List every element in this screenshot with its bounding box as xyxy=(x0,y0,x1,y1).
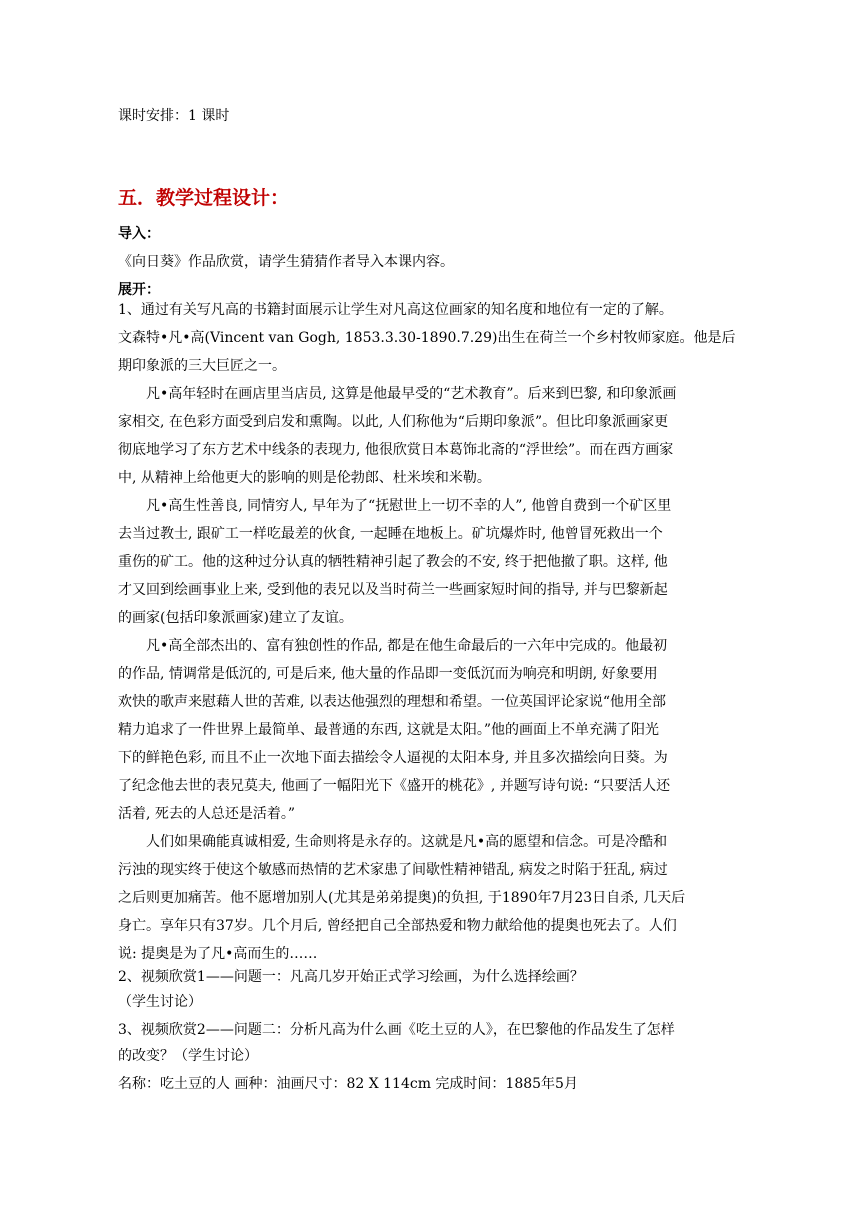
paragraph-line: 的画家(包括印象派画家)建立了友谊。 xyxy=(118,610,353,626)
paragraph-line: 彻底地学习了东方艺术中线条的表现力, 他很欣赏日本葛饰北斋的“浮世绘”。而在西方画家 xyxy=(118,442,674,458)
intro-heading: 导入： xyxy=(118,226,160,242)
paragraph-line: 凡•高生性善良, 同情穷人, 早年为了“抚慰世上一切不幸的人”, 他曾自费到一个矿区里 xyxy=(146,498,672,514)
paragraph-line: 凡•高全部杰出的、富有独创性的作品, 都是在他生命最后的一六年中完成的。他最初 xyxy=(146,638,668,654)
paragraph-line: 污浊的现实终于使这个敏感而热情的艺术家患了间歇性精神错乱, 病发之时陷于狂乱, 病过 xyxy=(118,862,668,878)
paragraph-line: 家相交, 在色彩方面受到启发和熏陶。以此, 人们称他为“后期印象派”。但比印象派画家更 xyxy=(118,414,669,430)
paragraph-line: 期印象派的三大巨匠之一。 xyxy=(118,358,286,374)
paragraph-line: 精力追求了一件世界上最简单、最普通的东西, 这就是太阳。”他的画面上不单充满了阳光 xyxy=(118,722,660,738)
develop-heading: 展开： xyxy=(118,282,160,298)
paragraph-line: 凡•高年轻时在画店里当店员, 这算是他最早受的“艺术教育”。后来到巴黎, 和印象派画 xyxy=(146,386,677,402)
paragraph-line: 欢快的歌声来慰藉人世的苦难, 以表达他强烈的理想和希望。一位英国评论家说“他用全部 xyxy=(118,694,667,710)
item-2-line: （学生讨论） xyxy=(118,994,202,1010)
class-schedule: 课时安排：1 课时 xyxy=(118,108,230,124)
paragraph-line: 中, 从精神上给他更大的影响的则是伦勃郎、杜米埃和米勒。 xyxy=(118,470,491,486)
paragraph-line: 说: 提奥是为了凡•高而生的…… xyxy=(118,946,318,962)
paragraph-line: 去当过教士, 跟矿工一样吃最差的伙食, 一起睡在地板上。矿坑爆炸时, 他曾冒死救出一个 xyxy=(118,526,663,542)
artwork-info: 名称：吃土豆的人 画种：油画尺寸：82 X 114cm 完成时间：1885年5月 xyxy=(118,1076,578,1092)
paragraph-line: 身亡。享年只有37岁。几个月后, 曾经把自己全部热爱和物力献给他的提奥也死去了。人们 xyxy=(118,918,677,934)
section-title: 五．教学过程设计： xyxy=(118,187,290,209)
item-3-line: 3、视频欣赏2——问题二：分析凡高为什么画《吃土豆的人》，在巴黎他的作品发生了怎样 xyxy=(118,1022,675,1038)
paragraph-line: 了纪念他去世的表兄莫夫, 他画了一幅阳光下《盛开的桃花》, 并题写诗句说: “只要活人还 xyxy=(118,778,671,794)
paragraph-line: 1、通过有关写凡高的书籍封面展示让学生对凡高这位画家的知名度和地位有一定的了解。 xyxy=(118,302,673,318)
paragraph-line: 之后则更加痛苦。他不愿增加别人(尤其是弟弟提奥)的负担, 于1890年7月23日自杀, 几天后 xyxy=(118,890,686,906)
paragraph-line: 文森特•凡•高(Vincent van Gogh, 1853.3.30-1890.7.29)出生在荷兰一个乡村牧师家庭。他是后 xyxy=(118,330,736,346)
paragraph-line: 重伤的矿工。他的这种过分认真的牺牲精神引起了教会的不安, 终于把他撤了职。这样, 他 xyxy=(118,554,668,570)
paragraph-line: 活着, 死去的人总还是活着。” xyxy=(118,806,296,822)
intro-text: 《向日葵》作品欣赏，请学生猜猜作者导入本课内容。 xyxy=(118,254,454,270)
paragraph-line: 才又回到绘画事业上来, 受到他的表兄以及当时荷兰一些画家短时间的指导, 并与巴黎新起 xyxy=(118,582,668,598)
paragraph-line: 的作品, 情调常是低沉的, 可是后来, 他大量的作品即一变低沉而为响亮和明朗, 好象要用 xyxy=(118,666,658,682)
paragraph-line: 下的鲜艳色彩, 而且不止一次地下面去描绘令人逼视的太阳本身, 并且多次描绘向日葵。为 xyxy=(118,750,668,766)
paragraph-line: 人们如果确能真诚相爱, 生命则将是永存的。这就是凡•高的愿望和信念。可是冷酷和 xyxy=(146,834,668,850)
item-2-line: 2、视频欣赏1——问题一：凡高几岁开始正式学习绘画，为什么选择绘画？ xyxy=(118,969,584,985)
item-3-line: 的改变？（学生讨论） xyxy=(118,1048,258,1064)
